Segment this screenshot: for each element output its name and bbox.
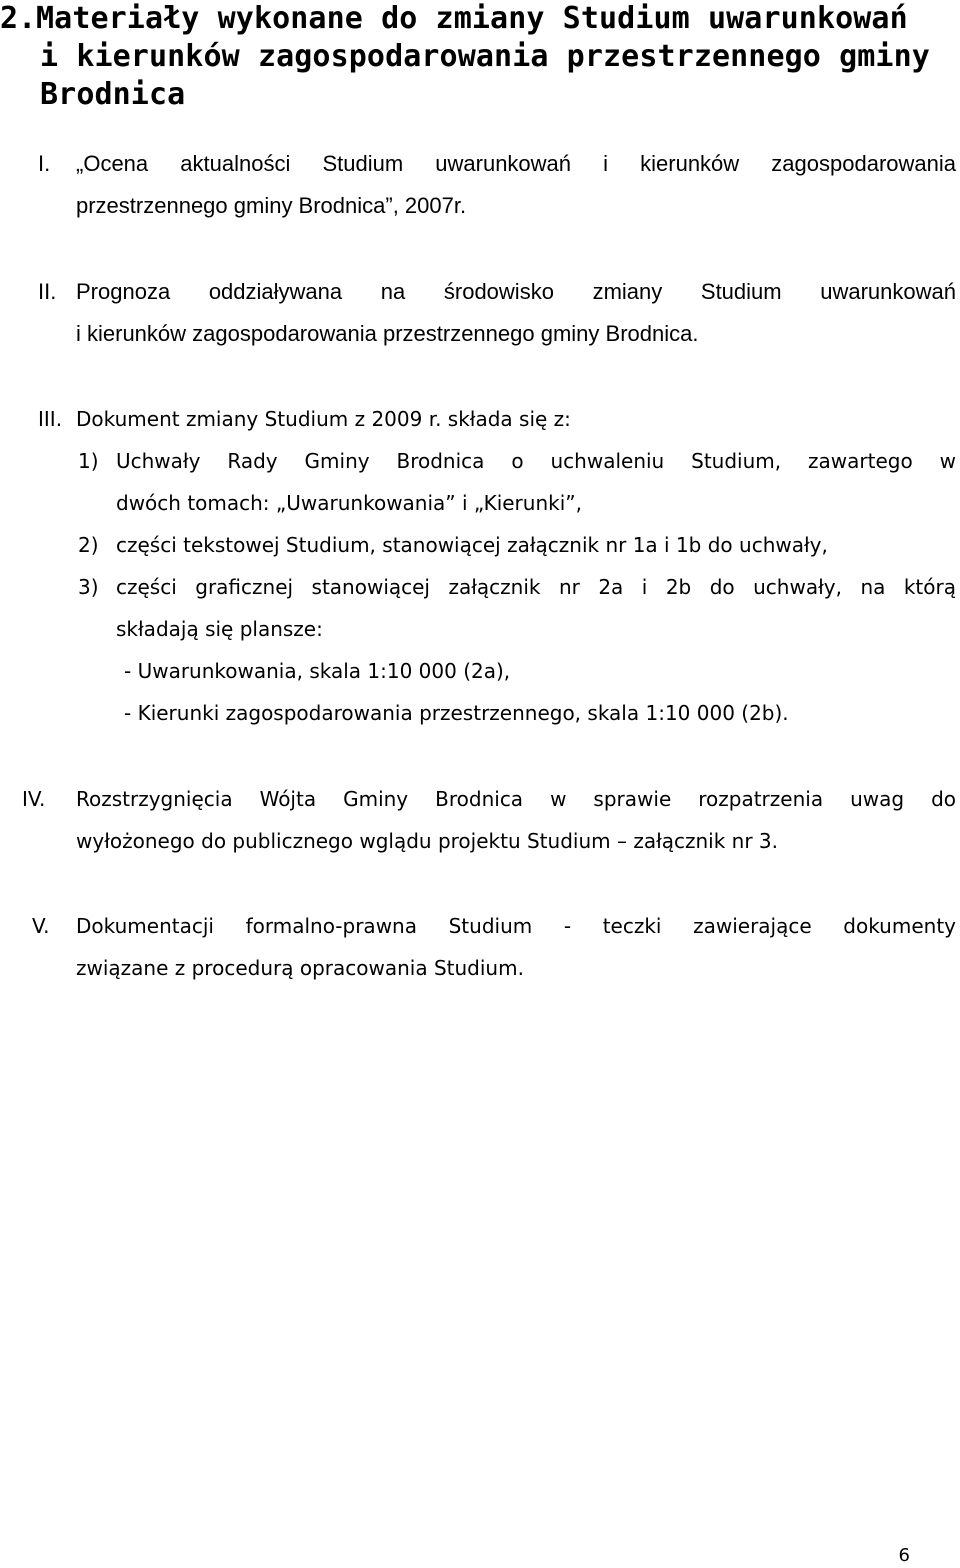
list-item-2 [0, 524, 960, 566]
section-5 [0, 905, 960, 989]
plansze-item-1 [0, 650, 960, 692]
list-item-1-number: 1) [78, 449, 99, 473]
section-1-line-2 [0, 185, 960, 227]
section-5-label: V. [32, 914, 50, 938]
heading-line-1: 2.Materiały wykonane do zmiany Studium uwarunkowań [0, 1, 908, 36]
section-2-line-2 [0, 313, 960, 355]
list-item-2-text: części tekstowej Studium, stanowiącej załącznik nr 1a i 1b do uchwały, [116, 533, 828, 557]
section-2-text-line-1: Prognoza oddziaływana na środowisko zmiany Studium uwarunkowań [76, 279, 956, 304]
section-3 [0, 398, 960, 734]
section-2-label: II. [38, 279, 57, 304]
page-heading [0, 0, 960, 114]
section-5-text-line-1: Dokumentacji formalno-prawna Studium - teczki zawierające dokumenty [76, 914, 956, 938]
list-item-3-line-1 [0, 566, 960, 608]
section-1-label: I. [38, 151, 51, 176]
section-1-text-line-1: „Ocena aktualności Studium uwarunkowań i kierunków zagospodarowania [76, 151, 956, 176]
section-1-text-line-2: przestrzennego gminy Brodnica”, 2007r. [76, 193, 467, 218]
list-item-1-text-line-2: dwóch tomach: „Uwarunkowania” i „Kierunki”, [116, 491, 582, 515]
section-3-label: III. [38, 407, 63, 431]
section-4-text-line-2: wyłożonego do publicznego wglądu projektu Studium – załącznik nr 3. [76, 829, 779, 853]
section-5-text-line-2: związane z procedurą opracowania Studium. [76, 956, 524, 980]
list-item-1-line-2 [0, 482, 960, 524]
section-4-line-2 [0, 820, 960, 862]
section-5-line-1 [0, 905, 960, 947]
section-2-text-line-2: i kierunków zagospodarowania przestrzennego gminy Brodnica. [76, 321, 699, 346]
list-item-3-text-line-2: składają się plansze: [116, 617, 323, 641]
plansze-item-2-text: - Kierunki zagospodarowania przestrzennego, skala 1:10 000 (2b). [124, 701, 789, 725]
heading-number: 2. [0, 1, 37, 36]
page-number: 6 [898, 1545, 910, 1566]
section-1-line-1 [0, 143, 960, 185]
section-1 [0, 143, 960, 227]
list-item-3-text-line-1: części graficznej stanowiącej załącznik nr 2a i 2b do uchwały, na którą [116, 575, 956, 599]
section-5-line-2 [0, 947, 960, 989]
section-4-line-1 [0, 778, 960, 820]
section-3-intro [0, 398, 960, 440]
plansze-item-1-text: - Uwarunkowania, skala 1:10 000 (2a), [124, 659, 511, 683]
list-item-1-line-1 [0, 440, 960, 482]
section-4-text-line-1: Rozstrzygnięcia Wójta Gminy Brodnica w sprawie rozpatrzenia uwag do [76, 787, 956, 811]
heading-line-2: i kierunków zagospodarowania przestrzennego gminy [40, 39, 930, 74]
list-item-1-text-line-1: Uchwały Rady Gminy Brodnica o uchwaleniu Studium, zawartego w [116, 449, 956, 473]
section-3-intro-text: Dokument zmiany Studium z 2009 r. składa się z: [76, 407, 571, 431]
plansze-item-2 [0, 692, 960, 734]
section-2 [0, 271, 960, 355]
section-2-line-1 [0, 271, 960, 313]
list-item-3-line-2 [0, 608, 960, 650]
section-4-label: IV. [22, 787, 46, 811]
heading-line-3: Brodnica [40, 77, 186, 112]
section-4 [0, 778, 960, 862]
list-item-2-number: 2) [78, 533, 99, 557]
list-item-3-number: 3) [78, 575, 99, 599]
